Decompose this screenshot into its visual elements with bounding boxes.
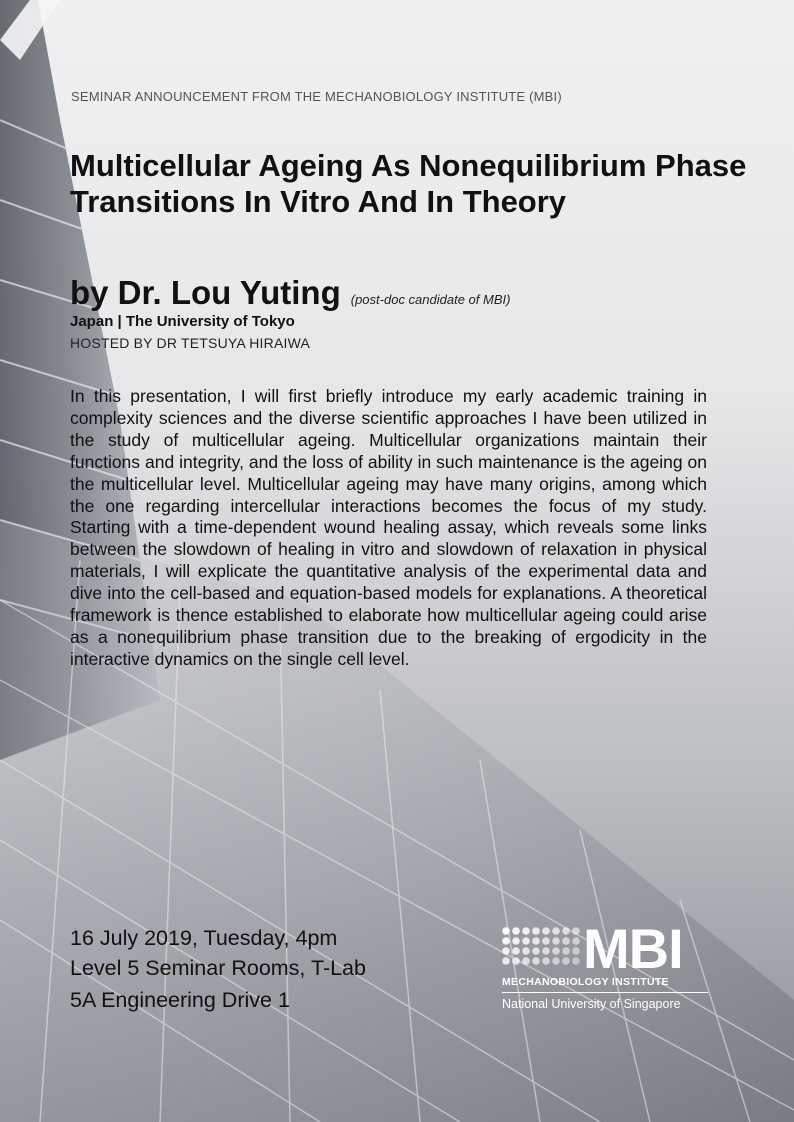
mbi-logo-subtitle: MECHANOBIOLOGY INSTITUTE — [502, 976, 669, 988]
event-address: 5A Engineering Drive 1 — [70, 988, 290, 1012]
event-date: 16 July 2019, Tuesday, 4pm — [70, 926, 338, 950]
abstract-text: In this presentation, I will first briefly introduce my early academic training in complexity sciences and the diverse scientific approaches I have been utilized in the study of multicellular ageing. Multicellular organizations maintain their functions and integrity, and the loss of ability in such maintenance is the ageing on the multicellular level. Multicellular ageing may have many origins, among which the one regarding intercellular interactions becomes the focus of my study. Starting with a time-dependent wound healing assay, which reveals some links between the slowdown of healing in vitro and slowdown of relaxation in physical materials, I will explicate the quantitative analysis of the experimental data and dive into the cell-based and equation-based models for explanations. A theoretical framework is thence established to elaborate how multicellular ageing could arise as a nonequilibrium phase transition due to the breaking of ergodicity in the interactive dynamics on the single cell level. — [70, 386, 707, 669]
speaker-line — [70, 274, 510, 312]
speaker-note: (post-doc candidate of MBI) — [350, 292, 511, 307]
mbi-logo-divider — [502, 992, 708, 993]
event-venue: Level 5 Seminar Rooms, T-Lab — [70, 956, 366, 980]
host-line: HOSTED BY DR TETSUYA HIRAIWA — [70, 335, 311, 351]
seminar-title: Multicellular Ageing As Nonequilibrium Phase Transitions In Vitro And In Theory — [70, 148, 747, 219]
mbi-logo-university: National University of Singapore — [502, 997, 681, 1011]
announcement-header: SEMINAR ANNOUNCEMENT FROM THE MECHANOBIOLOGY INSTITUTE (MBI) — [71, 89, 562, 104]
mbi-logo-wordmark: MBI — [583, 917, 683, 980]
speaker-affiliation: Japan | The University of Tokyo — [70, 313, 295, 330]
speaker-name: by Dr. Lou Yuting — [70, 274, 341, 311]
